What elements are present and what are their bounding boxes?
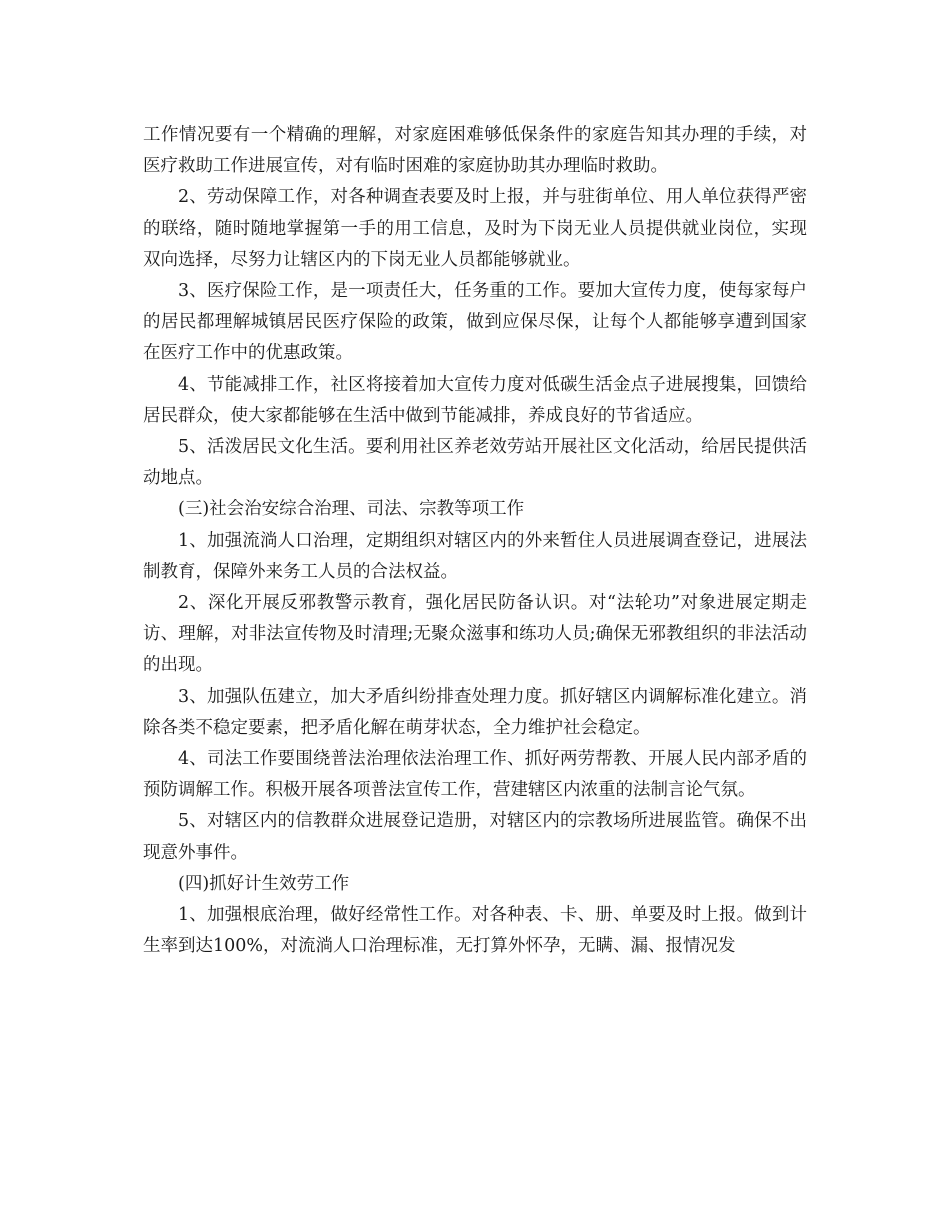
paragraph: 2、深化开展反邪教警示教育，强化居民防备认识。对“法轮功”对象进展定期走访、理解，对非法宣传物及时清理;无聚众滋事和练功人员;确保无邪教组织的非法活动的出现。 [143, 593, 807, 676]
paragraph: 5、活泼居民文化生活。要利用社区养老效劳站开展社区文化活动，给居民提供活动地点。 [143, 437, 807, 489]
paragraph: 3、加强队伍建立，加大矛盾纠纷排查处理力度。抓好辖区内调解标准化建立。消除各类不稳定要素，把矛盾化解在萌芽状态，全力维护社会稳定。 [143, 686, 807, 738]
paragraph: 3、医疗保险工作，是一项责任大，任务重的工作。要加大宣传力度，使每家每户的居民都理解城镇居民医疗保险的政策，做到应保尽保，让每个人都能够享遭到国家在医疗工作中的优惠政策。 [143, 281, 807, 364]
paragraph: 2、劳动保障工作，对各种调查表要及时上报，并与驻街单位、用人单位获得严密的联络，随时随地掌握第一手的用工信息，及时为下岗无业人员提供就业岗位，实现双向选择，尽努力让辖区内的下岗无业人员都能够就业。 [143, 187, 807, 270]
paragraph: 4、司法工作要围绕普法治理依法治理工作、抓好两劳帮教、开展人民内部矛盾的预防调解工作。积极开展各项普法宣传工作，营建辖区内浓重的法制言论气氛。 [143, 749, 807, 801]
document-body [143, 120, 807, 962]
section-heading: (三)社会治安综合治理、司法、宗教等项工作 [178, 499, 525, 520]
paragraph: 1、加强流淌人口治理，定期组织对辖区内的外来暂住人员进展调查登记，进展法制教育，保障外来务工人员的合法权益。 [143, 530, 807, 582]
paragraph: 1、加强根底治理，做好经常性工作。对各种表、卡、册、单要及时上报。做到计生率到达100%，对流淌人口治理标准，无打算外怀孕，无瞒、漏、报情况发 [143, 905, 807, 957]
section-heading: (四)抓好计生效劳工作 [178, 873, 350, 894]
paragraph: 工作情况要有一个精确的理解，对家庭困难够低保条件的家庭告知其办理的手续，对医疗救助工作进展宣传，对有临时困难的家庭协助其办理临时救助。 [143, 125, 807, 177]
paragraph: 4、节能减排工作，社区将接着加大宣传力度对低碳生活金点子进展搜集，回馈给居民群众，使大家都能够在生活中做到节能减排，养成良好的节省适应。 [143, 374, 807, 426]
paragraph: 5、对辖区内的信教群众进展登记造册，对辖区内的宗教场所进展监管。确保不出现意外事件。 [143, 811, 807, 863]
